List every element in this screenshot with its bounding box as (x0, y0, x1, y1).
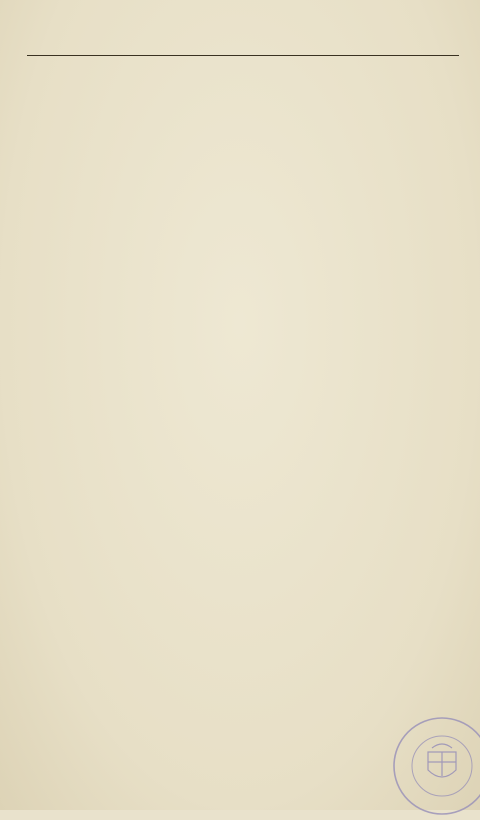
section-divider (27, 55, 459, 56)
library-stamp (388, 712, 480, 820)
coat-of-arms-icon (428, 744, 456, 777)
